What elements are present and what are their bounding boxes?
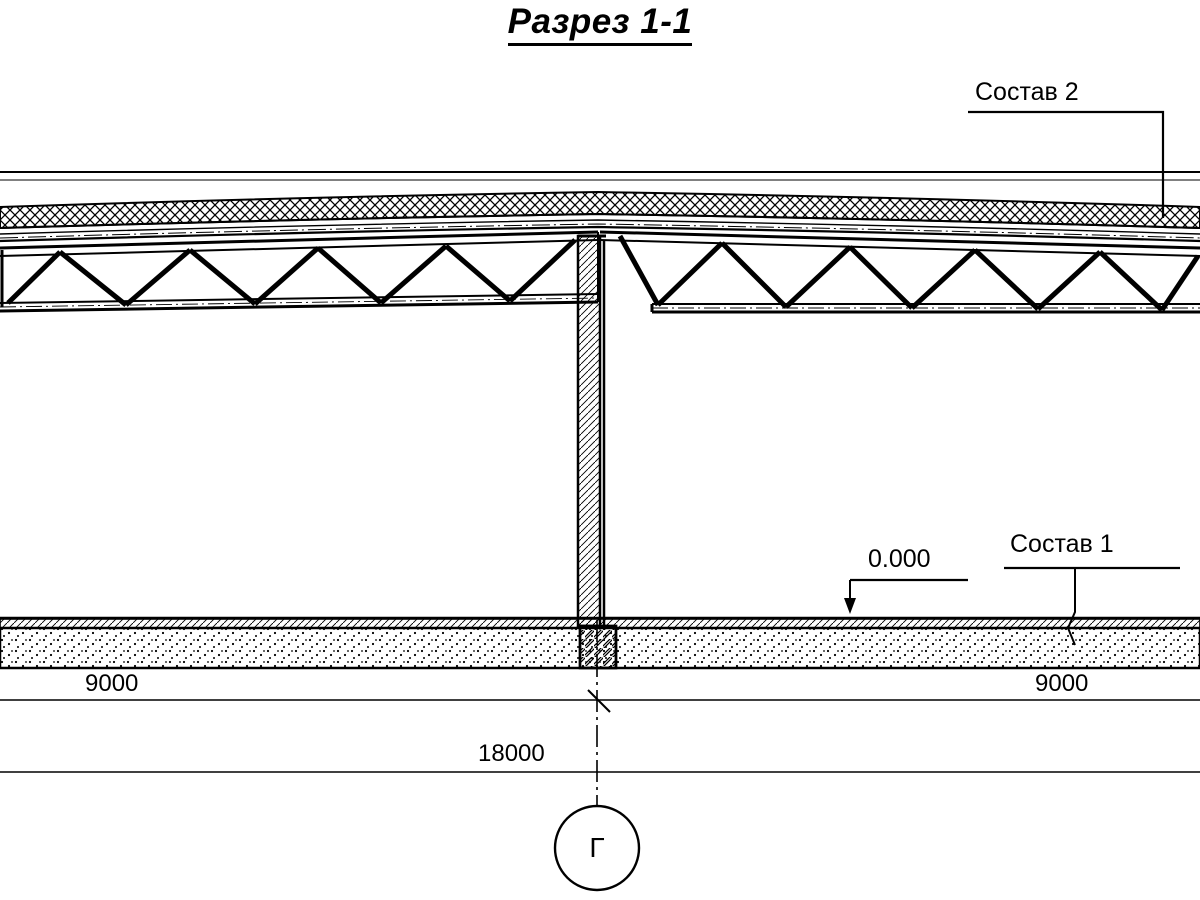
dimension-right-span [1035,670,1088,698]
dimension-total-span-text: 18000 [478,740,545,767]
central-column [578,236,616,668]
truss-left [0,232,598,311]
dimension-total-span [478,740,545,768]
floor-slab [0,618,1200,668]
roof-buildup [0,172,1200,241]
annotation-sostav-1-text: Состав 1 [1010,530,1114,558]
dimension-right-span-text: 9000 [1035,670,1089,697]
truss-right [600,232,1200,312]
annotation-sostav-1 [1010,530,1114,559]
level-mark-text: 0.000 [868,545,931,573]
dimension-left-span-text: 9000 [85,670,139,697]
axis-label-g [555,832,639,864]
level-mark-0-000 [868,545,931,574]
annotation-sostav-2-text: Состав 2 [975,78,1079,106]
dimension-left-span [85,670,138,698]
annotation-sostav-2 [975,78,1079,107]
drawing-title-text: Разрез 1-1 [508,2,693,46]
axis-label-g-text: Г [589,832,605,863]
